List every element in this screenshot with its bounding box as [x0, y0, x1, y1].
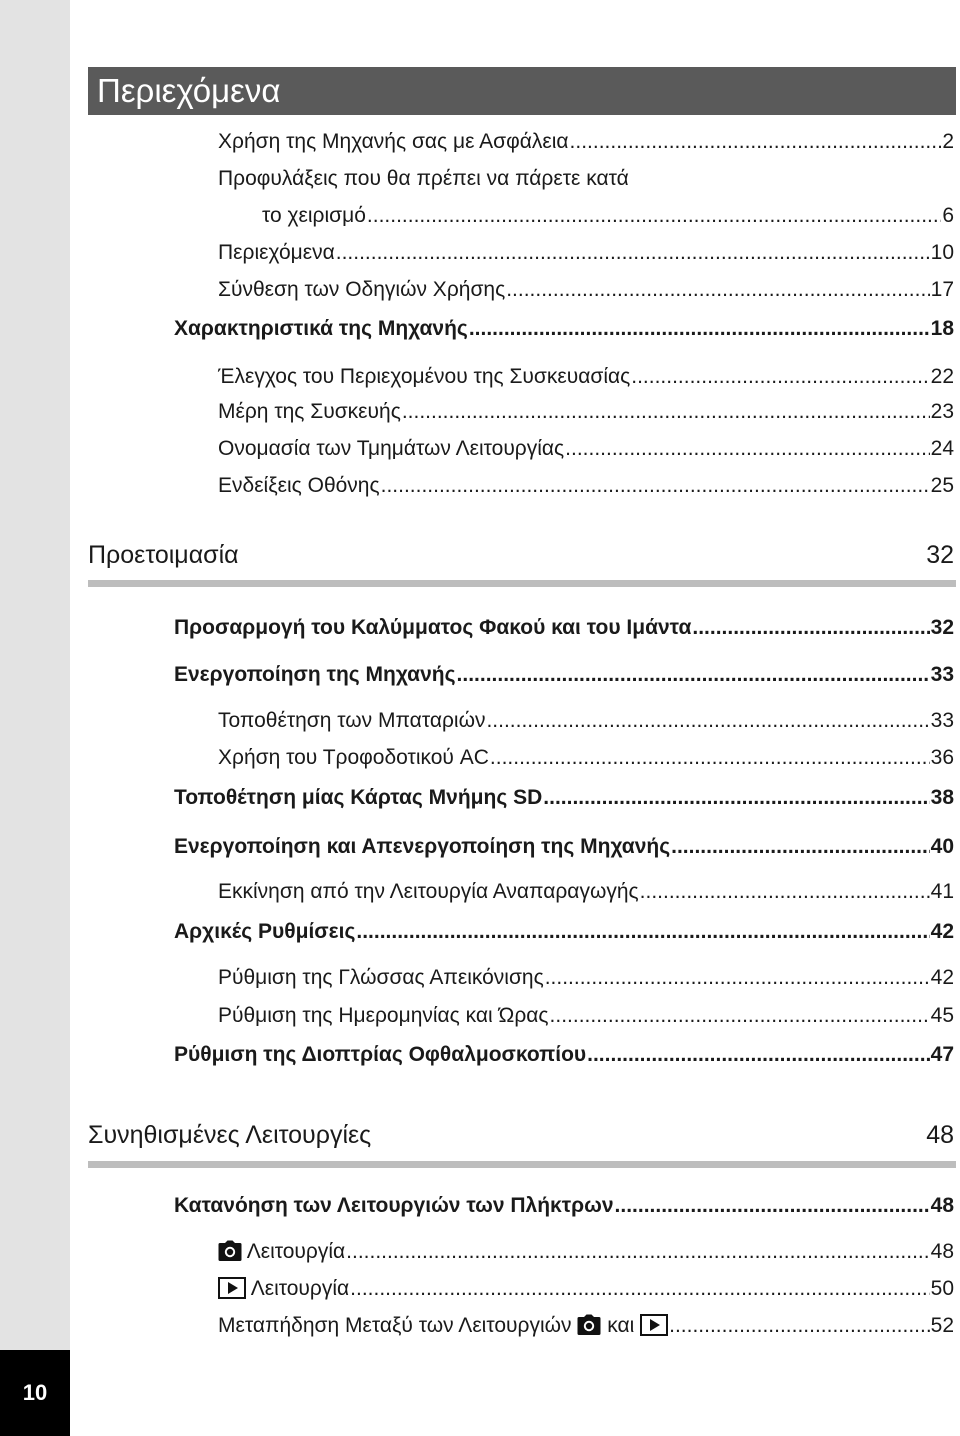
section-heading[interactable] [88, 1118, 954, 1152]
side-strip [0, 0, 70, 1436]
toc-entry-text: Εκκίνηση από την Λειτουργία Αναπαραγωγής [218, 880, 639, 903]
playback-icon [218, 1277, 246, 1299]
dot-leader [671, 832, 930, 862]
dot-leader [631, 362, 929, 392]
dot-leader [486, 706, 929, 736]
toc-entry[interactable] [174, 1191, 954, 1221]
toc-entry-text: Χαρακτηριστικά της Μηχανής [174, 317, 468, 340]
camera-icon [577, 1314, 601, 1336]
toc-entry-text: Ενεργοποίηση της Μηχανής [174, 663, 456, 686]
toc-entry-text: Ονομασία των Τμημάτων Λειτουργίας [218, 437, 565, 460]
toc-entry-page: 17 [930, 278, 954, 301]
dot-leader [543, 783, 929, 813]
toc-entry-page: 40 [930, 835, 954, 858]
toc-entry[interactable] [218, 471, 954, 501]
toc-entry-text: Μεταπήδηση Μεταξύ των Λειτουργιών [218, 1314, 572, 1337]
toc-entry-page: 2 [942, 130, 954, 153]
toc-entry-page: 10 [930, 241, 954, 264]
toc-entry-text: Προφυλάξεις που θα πρέπει να πάρετε κατά [218, 167, 629, 190]
toc-entry-page: 36 [930, 746, 954, 769]
dot-leader [587, 1040, 930, 1070]
toc-entry[interactable] [218, 397, 954, 427]
toc-entry[interactable] [218, 238, 954, 268]
toc-entry-text: Προσαρμογή του Καλύμματος Φακού και του Ιμάντα [174, 616, 692, 639]
toc-entry[interactable] [218, 164, 629, 194]
toc-entry-text: Λειτουργία [246, 1240, 346, 1263]
toc-entry[interactable] [174, 1040, 954, 1070]
toc-entry-text: Χρήση της Μηχανής σας με Ασφάλεια [218, 130, 569, 153]
dot-leader [469, 314, 930, 344]
toc-entry[interactable] [174, 660, 954, 690]
dot-leader [640, 877, 930, 907]
toc-entry-page: 38 [930, 786, 954, 809]
toc-entry-page: 33 [930, 709, 954, 732]
toc-entry-page: 22 [930, 365, 954, 388]
toc-entry-text: Ενεργοποίηση και Απενεργοποίηση της Μηχανής [174, 835, 671, 858]
toc-entry-text: Τοποθέτηση μίας Κάρτας Μνήμης SD [174, 786, 543, 809]
page-number: 10 [0, 1350, 70, 1436]
toc-entry[interactable] [218, 877, 954, 907]
section-rule [88, 1161, 956, 1168]
toc-entry-page: 47 [930, 1043, 954, 1066]
dot-leader [490, 743, 930, 773]
toc-entry-page: 32 [930, 616, 954, 639]
section-heading[interactable] [88, 538, 954, 572]
page-title: Περιεχόμενα [97, 72, 281, 109]
toc-entry-text: Κατανόηση των Λειτουργιών των Πλήκτρων [174, 1194, 614, 1217]
toc-entry-text: Αρχικές Ρυθμίσεις [174, 920, 356, 943]
toc-entry-page: 24 [930, 437, 954, 460]
toc-entry-page: 18 [930, 317, 954, 340]
toc-entry-text: Ρύθμιση της Διοπτρίας Οφθαλμοσκοπίου [174, 1043, 587, 1066]
toc-entry-page: 45 [930, 1004, 954, 1027]
toc-entry[interactable] [174, 783, 954, 813]
toc-entry-text-middle: και [607, 1314, 635, 1337]
toc-entry-page: 48 [930, 1194, 954, 1217]
page-title-bar [88, 67, 956, 115]
toc-entry-page: 50 [930, 1277, 954, 1300]
toc-entry-page: 23 [930, 400, 954, 423]
dot-leader [615, 1191, 930, 1221]
dot-leader [550, 1001, 930, 1031]
toc-entry-text: Ρύθμιση της Γλώσσας Απεικόνισης [218, 966, 544, 989]
toc-entry-text: Περιεχόμενα [218, 241, 335, 264]
toc-entry[interactable] [218, 275, 954, 305]
toc-entry[interactable] [218, 1001, 954, 1031]
toc-entry-text: Έλεγχος του Περιεχομένου της Συσκευασίας [218, 365, 631, 388]
toc-entry-text: Ρύθμιση της Ημερομηνίας και Ώρας [218, 1004, 549, 1027]
dot-leader [669, 1311, 930, 1341]
dot-leader [381, 471, 930, 501]
toc-entry[interactable] [218, 743, 954, 773]
toc-entry-page: 41 [930, 880, 954, 903]
toc-entry[interactable] [174, 314, 954, 344]
toc-entry-page: 33 [930, 663, 954, 686]
dot-leader [367, 201, 941, 231]
dot-leader [356, 917, 929, 947]
toc-entry-page: 42 [930, 966, 954, 989]
dot-leader [570, 127, 942, 157]
section-title: Συνηθισμένες Λειτουργίες [88, 1120, 372, 1149]
dot-leader [565, 434, 929, 464]
toc-entry[interactable] [174, 613, 954, 643]
toc-entry[interactable] [218, 434, 954, 464]
toc-entry[interactable] [218, 963, 954, 993]
toc-entry[interactable] [174, 917, 954, 947]
toc-entry[interactable] [174, 832, 954, 862]
toc-entry-page: 52 [930, 1314, 954, 1337]
dot-leader [506, 275, 929, 305]
toc-entry[interactable] [218, 362, 954, 392]
section-page: 48 [926, 1120, 954, 1149]
toc-entry[interactable] [218, 127, 954, 157]
toc-entry-text: Χρήση του Τροφοδοτικού AC [218, 746, 489, 769]
toc-entry-text: το χειρισμό [262, 204, 366, 227]
section-page: 32 [926, 540, 954, 569]
toc-entry-page: 42 [930, 920, 954, 943]
toc-entry[interactable] [218, 1274, 954, 1304]
toc-entry-text: Σύνθεση των Οδηγιών Χρήσης [218, 278, 506, 301]
toc-entry-text: Λειτουργία [250, 1277, 350, 1300]
dot-leader [336, 238, 930, 268]
toc-entry-text: Μέρη της Συσκευής [218, 400, 401, 423]
section-rule [88, 580, 956, 587]
section-title: Προετοιμασία [88, 540, 239, 569]
dot-leader [402, 397, 930, 427]
playback-icon [640, 1314, 668, 1336]
toc-entry-page: 6 [942, 204, 954, 227]
toc-entry[interactable] [262, 201, 954, 231]
toc-entry-text: Ενδείξεις Οθόνης [218, 474, 380, 497]
toc-entry-page: 48 [930, 1240, 954, 1263]
toc-entry[interactable] [218, 706, 954, 736]
camera-icon [218, 1240, 242, 1262]
toc-entry-page: 25 [930, 474, 954, 497]
dot-leader [346, 1237, 929, 1267]
toc-entry[interactable] [218, 1237, 954, 1267]
toc-entry-text: Τοποθέτηση των Μπαταριών [218, 709, 486, 732]
dot-leader [545, 963, 930, 993]
dot-leader [457, 660, 930, 690]
dot-leader [350, 1274, 929, 1304]
toc-entry[interactable] [218, 1311, 954, 1341]
dot-leader [692, 613, 929, 643]
